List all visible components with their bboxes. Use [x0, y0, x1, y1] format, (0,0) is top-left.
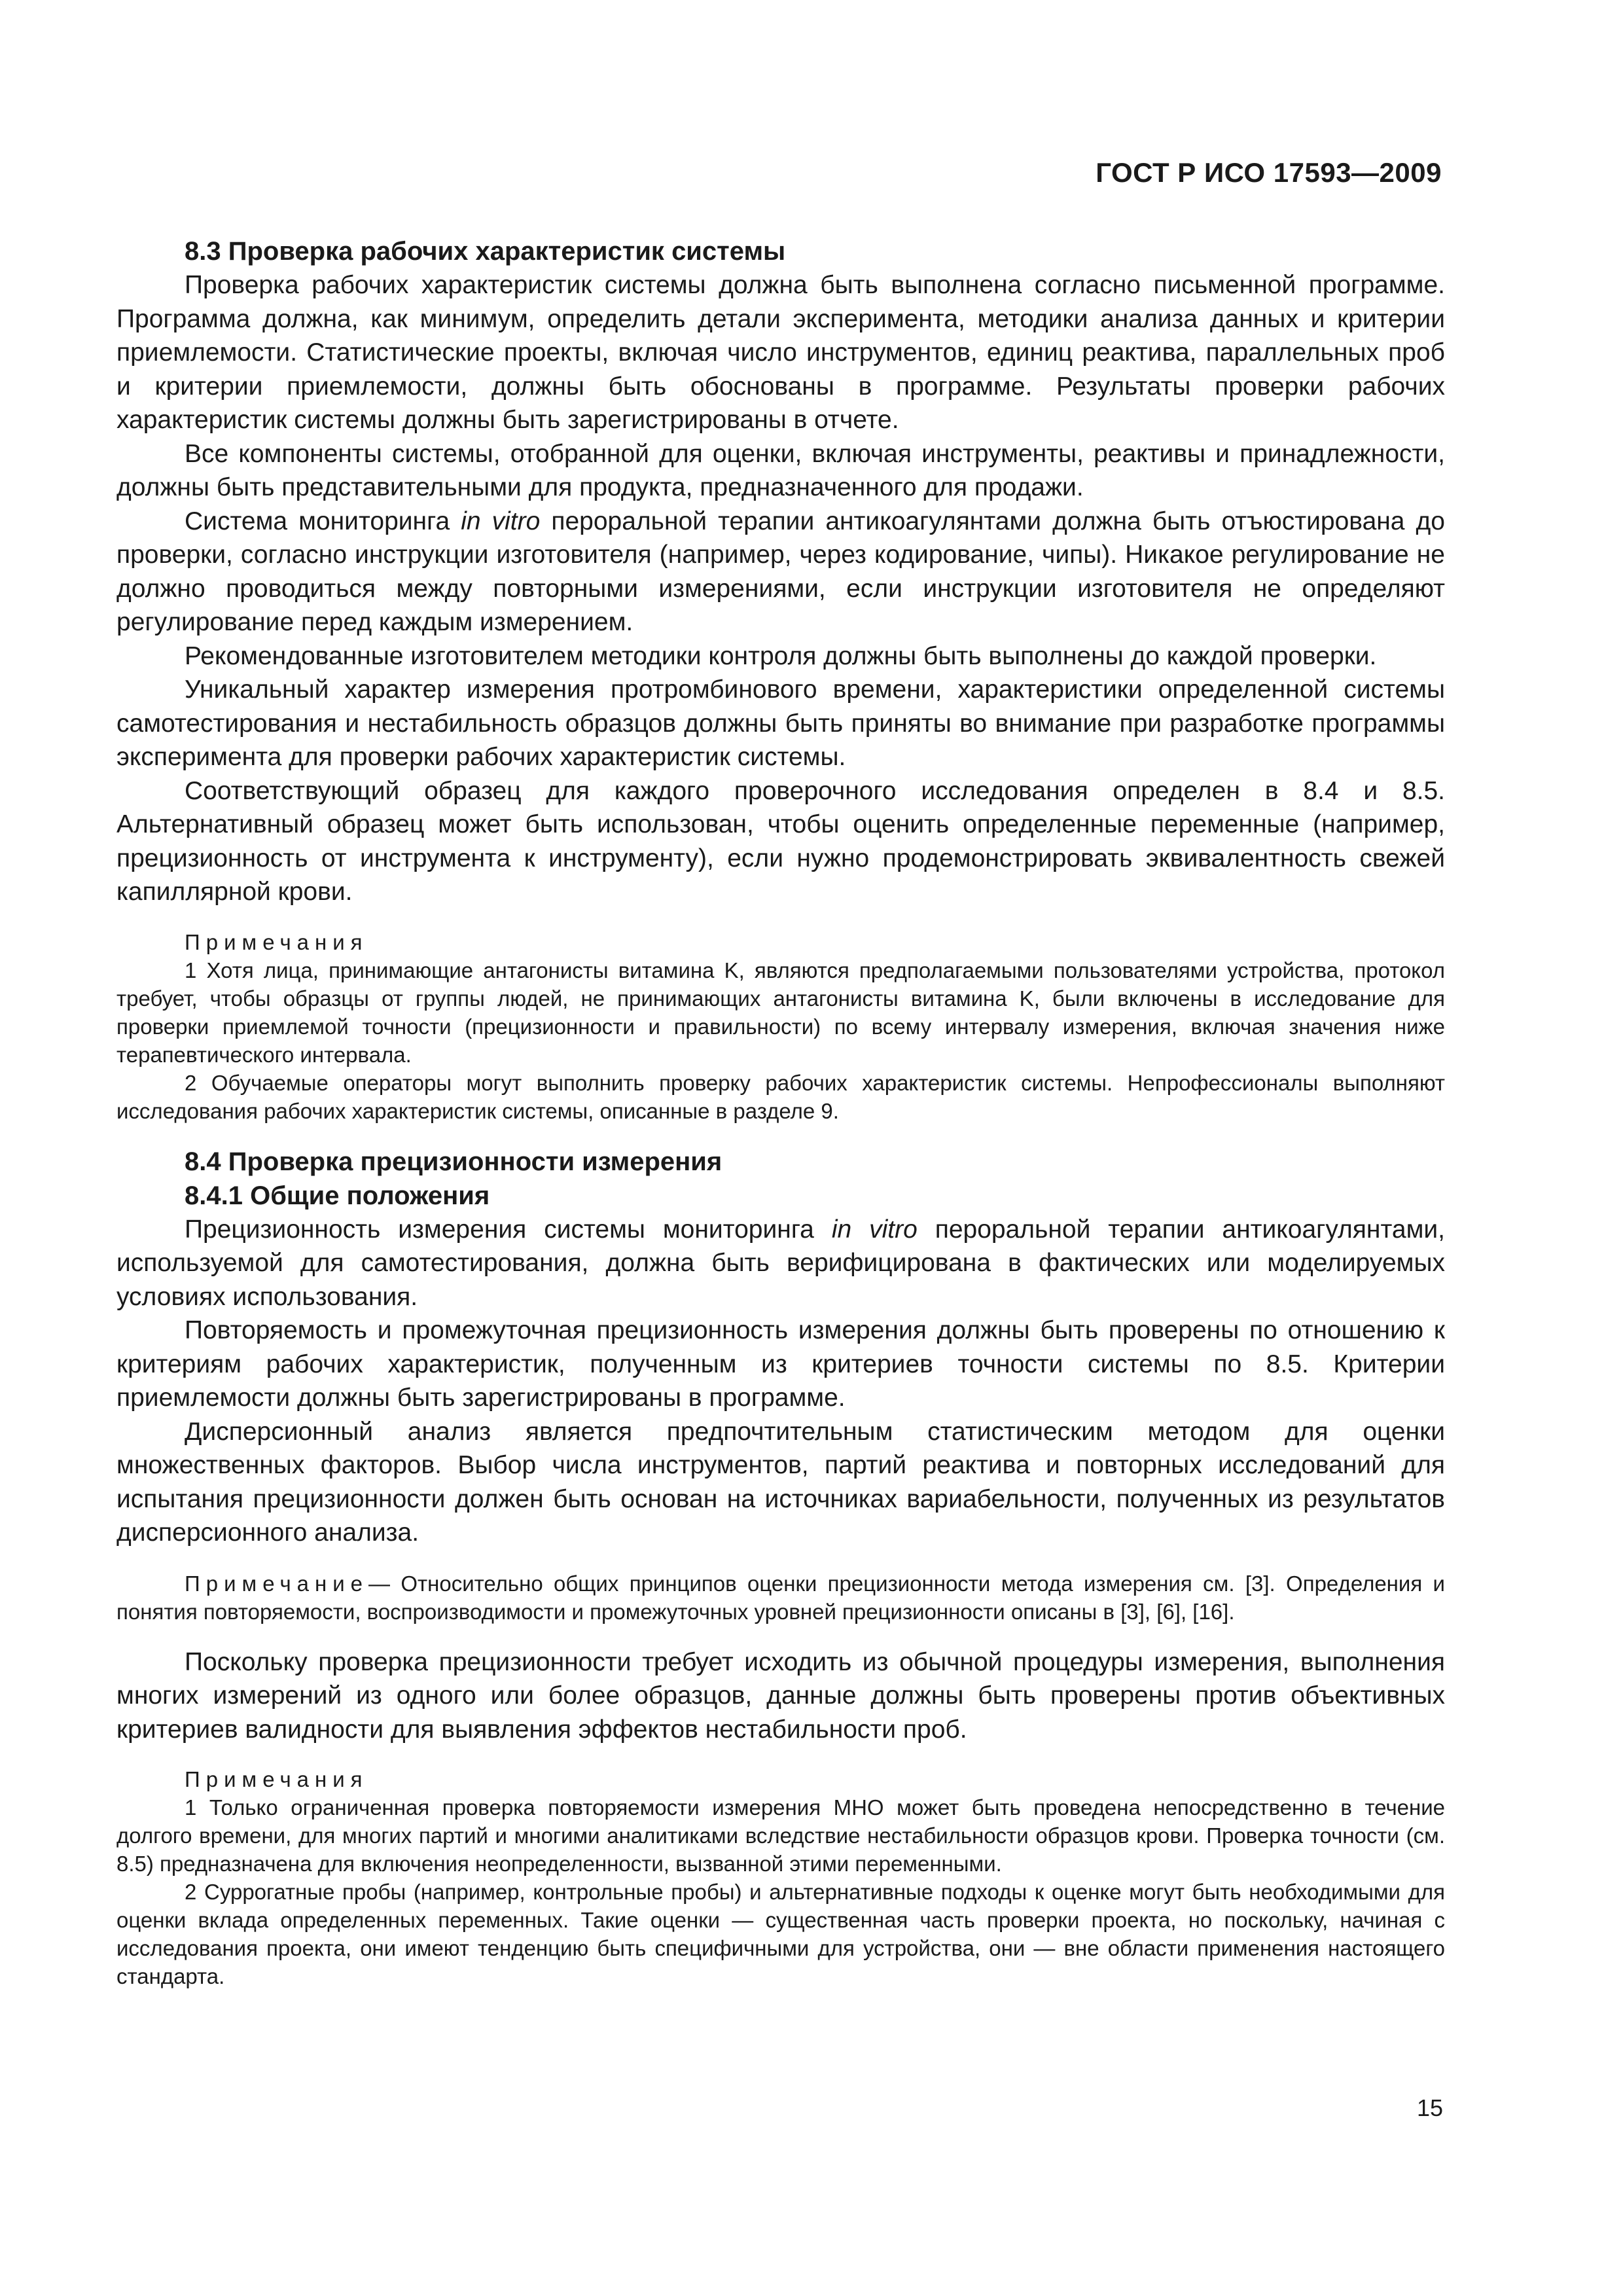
document-code-header: ГОСТ Р ИСО 17593—2009 — [1096, 157, 1442, 188]
note-2: 2 Обучаемые операторы могут выполнить проверку рабочих характеристик системы. Непрофессионалы выполняют исследования рабочих характеристик системы, описанные в разделе 9. — [116, 1070, 1445, 1123]
section-8-4-paragraph-1 — [116, 1213, 1445, 1314]
note-1: 1 Только ограниченная проверка повторяемости измерения МНО может быть проведена непосредственно в течение долгого времени, для многих партий и многими аналитиками вследствие нестабильности образцов крови. Проверка точности (см. 8.5) предназначена для включения неопределенности, вызванной этими переменными. — [116, 1795, 1445, 1876]
paragraph-text: пероральной терапии антикоагулянтами, используемой для самотестирования, должна быть верифицирована в фактических или моделируемых условиях использования. — [116, 1215, 1445, 1311]
section-8-3-notes — [116, 929, 1445, 1125]
paragraph-text: Прецизионность измерения системы мониторинга — [185, 1215, 832, 1244]
italic-term: in vitro — [461, 507, 541, 535]
section-8-4-paragraph-2: Повторяемость и промежуточная прецизионность измерения должны быть проверены по отношению к критериям рабочих характеристик, полученным из критериев точности системы по 8.5. Критерии приемлемости должны быть зарегистрированы в программе. — [116, 1316, 1445, 1412]
section-8-4-title: 8.4 Проверка прецизионности измерения — [185, 1147, 722, 1176]
notes-title: Примечания — [185, 1767, 368, 1791]
notes-title: Примечания — [185, 929, 368, 954]
section-8-3-paragraph-2: Все компоненты системы, отобранной для оценки, включая инструменты, реактивы и принадлежности, должны быть представительными для продукта, предназначенного для продажи. — [116, 439, 1445, 501]
section-8-3-title: 8.3 Проверка рабочих характеристик системы — [185, 237, 786, 266]
section-8-4-1-title: 8.4.1 Общие положения — [185, 1181, 490, 1210]
page-content — [116, 234, 1445, 2010]
note-2: 2 Суррогатные пробы (например, контрольные пробы) и альтернативные подходы к оценке могут быть необходимыми для оценки вклада определенных переменных. Такие оценки — существенная часть проверки проекта, но поскольку, начиная с исследования проекта, они имеют тенденцию быть специфичными для устройства, они — вне области применения настоящего стандарта. — [116, 1880, 1445, 1988]
section-8-3-paragraph-1: Проверка рабочих характеристик системы должна быть выполнена согласно письменной программе. Программа должна, как минимум, определить детали эксперимента, методики анализа данных и критерии приемлемости. Статистические проекты, включая число инструментов, единиц реактива, параллельных проб и критерии приемлемости, должны быть обоснованы в программе. Результаты проверки рабочих характеристик системы должны быть зарегистрированы в отчете. — [116, 271, 1445, 434]
section-8-3-paragraph-6: Соответствующий образец для каждого проверочного исследования определен в 8.4 и 8.5. Альтернативный образец может быть использован, чтобы оценить определенные переменные (например, прецизионность от инструмента к инструменту), если нужно продемонстрировать эквивалентность свежей капиллярной крови. — [116, 776, 1445, 906]
section-8-3-paragraph-3 — [116, 505, 1445, 639]
paragraph-text: пероральной терапии антикоагулянтами должна быть отъюстирована до проверки, согласно инструкции изготовителя (например, через кодирование, чипы). Никакое регулирование не должно проводиться между повторными измерениями, если инструкции изготовителя не определяют регулирование перед каждым измерением. — [116, 507, 1446, 636]
note-1: 1 Хотя лица, принимающие антагонисты витамина K, являются предполагаемыми пользователями устройства, протокол требует, чтобы образцы от группы людей, не принимающих антагонисты витамина K, были включены в исследование для проверки приемлемой точности (прецизионности и правильности) по всему интервалу измерения, включая значения ниже терапевтического интервала. — [116, 958, 1445, 1067]
inline-note-text: — Относительно общих принципов оценки прецизионности метода измерения см. [3]. Определения и понятия повторяемости, воспроизводимости и промежуточных уровней прецизионности описаны в [3], [6], [16]. — [116, 1571, 1445, 1624]
page-number: 15 — [1416, 2094, 1443, 2121]
inline-note-title: Примечание — [185, 1571, 369, 1596]
section-8-3-paragraph-5: Уникальный характер измерения протромбинового времени, характеристики определенной системы самотестирования и нестабильность образцов должны быть приняты во внимание при разработке программы эксперимента для проверки рабочих характеристик системы. — [116, 675, 1445, 771]
inline-note — [116, 1570, 1445, 1626]
section-8-4-notes — [116, 1766, 1445, 1990]
italic-term: in vitro — [831, 1215, 918, 1244]
section-8-4-inline-note — [116, 1570, 1445, 1626]
section-8-4-paragraph-3: Дисперсионный анализ является предпочтительным статистическим методом для оценки множественных факторов. Выбор числа инструментов, партий реактива и повторных исследований для испытания прецизионности должен быть основан на источниках вариабельности, полученных из результатов дисперсионного анализа. — [116, 1417, 1445, 1547]
paragraph-text: Система мониторинга — [185, 507, 461, 535]
section-8-4-paragraph-4: Поскольку проверка прецизионности требует исходить из обычной процедуры измерения, выполнения многих измерений из одного или более образцов, данные должны быть проверены против объективных критериев валидности для выявления эффектов нестабильности проб. — [116, 1647, 1445, 1744]
section-8-3-paragraph-4: Рекомендованные изготовителем методики контроля должны быть выполнены до каждой проверки. — [185, 641, 1377, 670]
